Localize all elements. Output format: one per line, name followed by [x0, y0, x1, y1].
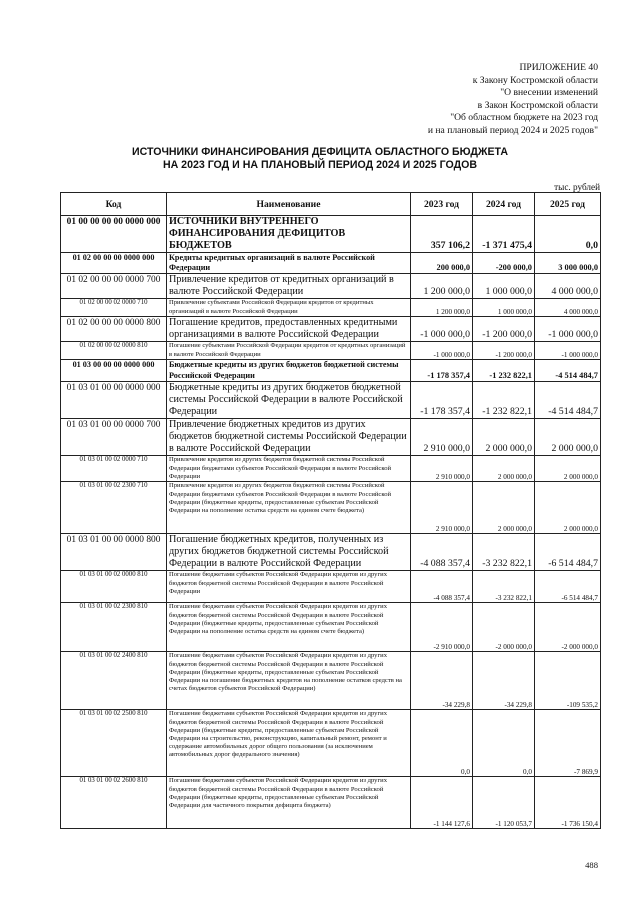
row-code: 01 02 00 00 00 0000 700: [61, 274, 167, 299]
row-name: Привлечение бюджетных кредитов из других бюджетов бюджетной системы Российской Федерации в валюте Российской Федерации: [167, 419, 411, 456]
row-code: 01 02 00 00 00 0000 800: [61, 317, 167, 342]
row-value-2025: -7 869,9: [535, 710, 601, 777]
row-value-2025: 4 000 000,0: [535, 299, 601, 317]
row-value-2023: -1 144 127,6: [411, 777, 473, 829]
row-value-2023: 2 910 000,0: [411, 456, 473, 482]
row-code: 01 02 00 00 02 0000 810: [61, 342, 167, 360]
row-name: Привлечение кредитов из других бюджетов бюджетной системы Российской Федерации бюджетами субъектов Российской Федерации в валюте Российской Федерации: [167, 456, 411, 482]
header-2023: 2023 год: [411, 193, 473, 216]
row-code: 01 03 01 00 00 0000 800: [61, 534, 167, 571]
table-row: [61, 603, 601, 652]
appendix-line: в Закон Костромской области: [477, 99, 598, 111]
header-name: Наименование: [167, 193, 411, 216]
row-code: 01 02 00 00 02 0000 710: [61, 299, 167, 317]
row-code: 01 03 01 00 02 2600 810: [61, 777, 167, 829]
title-line-1: ИСТОЧНИКИ ФИНАНСИРОВАНИЯ ДЕФИЦИТА ОБЛАСТНОГО БЮДЖЕТА: [132, 146, 508, 158]
table-row: [61, 652, 601, 710]
table-row: [61, 777, 601, 829]
row-name: Погашение бюджетами субъектов Российской Федерации кредитов из других бюджетов бюджетной системы Российской Федерации в валюте Российской Федерации (бюджетные кредиты, предоставленные субъектам Российской Федерации на пополнение остатка средств на едином счете бюджета): [167, 603, 411, 652]
row-value-2024: 2 000 000,0: [473, 419, 535, 456]
row-value-2023: -4 088 357,4: [411, 534, 473, 571]
row-value-2023: -34 229,8: [411, 652, 473, 710]
appendix-block: [428, 62, 598, 138]
row-code: 01 02 00 00 00 0000 000: [61, 253, 167, 274]
row-name: Привлечение субъектами Российской Федерации кредитов от кредитных организаций в валюте Российской Федерации: [167, 299, 411, 317]
row-value-2023: -4 088 357,4: [411, 571, 473, 603]
row-value-2025: 3 000 000,0: [535, 253, 601, 274]
row-value-2025: 2 000 000,0: [535, 456, 601, 482]
row-name: Погашение бюджетных кредитов, полученных из других бюджетов бюджетной системы Российской Федерации в валюте Российской Федерации: [167, 534, 411, 571]
appendix-line: ПРИЛОЖЕНИЕ 40: [519, 62, 598, 73]
row-value-2025: -2 000 000,0: [535, 603, 601, 652]
row-code: 01 03 01 00 00 0000 700: [61, 419, 167, 456]
row-name: Погашение бюджетами субъектов Российской Федерации кредитов из других бюджетов бюджетной системы Российской Федерации в валюте Российской Федерации: [167, 571, 411, 603]
row-value-2023: 200 000,0: [411, 253, 473, 274]
row-value-2023: -1 000 000,0: [411, 317, 473, 342]
row-value-2024: -1 232 822,1: [473, 360, 535, 382]
row-value-2023: 1 200 000,0: [411, 299, 473, 317]
row-name: Привлечение кредитов из других бюджетов бюджетной системы Российской Федерации бюджетами субъектов Российской Федерации в валюте Российской Федерации (бюджетные кредиты, предоставленные субъектам Российской Федерации на пополнение остатка средств на едином счете бюджета): [167, 482, 411, 534]
row-value-2025: -4 514 484,7: [535, 360, 601, 382]
row-code: 01 03 01 00 02 2300 810: [61, 603, 167, 652]
row-value-2023: 357 106,2: [411, 216, 473, 253]
row-code: 01 03 01 00 02 0000 710: [61, 456, 167, 482]
row-value-2023: 1 200 000,0: [411, 274, 473, 299]
row-value-2025: -1 000 000,0: [535, 317, 601, 342]
row-value-2024: -3 232 822,1: [473, 571, 535, 603]
row-value-2025: -1 000 000,0: [535, 342, 601, 360]
row-value-2025: -109 535,2: [535, 652, 601, 710]
appendix-line: "Об областном бюджете на 2023 год: [450, 112, 598, 124]
row-value-2024: -200 000,0: [473, 253, 535, 274]
table-row: [61, 299, 601, 317]
table-row: [61, 419, 601, 456]
row-value-2024: -1 200 000,0: [473, 342, 535, 360]
budget-sources-table: [60, 192, 601, 829]
row-code: 01 03 01 00 00 0000 000: [61, 382, 167, 419]
row-value-2024: 1 000 000,0: [473, 274, 535, 299]
row-value-2025: -1 736 150,4: [535, 777, 601, 829]
row-name: Погашение субъектами Российской Федерации кредитов от кредитных организаций в валюте Российской Федерации: [167, 342, 411, 360]
row-value-2024: 1 000 000,0: [473, 299, 535, 317]
row-code: 01 00 00 00 00 0000 000: [61, 216, 167, 253]
document-title: [0, 146, 640, 172]
table-row: [61, 342, 601, 360]
table-row: [61, 382, 601, 419]
units-label: тыс. рублей: [554, 182, 600, 192]
row-code: 01 03 01 00 02 2500 810: [61, 710, 167, 777]
row-value-2024: -34 229,8: [473, 652, 535, 710]
table-row: [61, 571, 601, 603]
row-value-2024: -1 232 822,1: [473, 382, 535, 419]
table-row: [61, 456, 601, 482]
appendix-line: к Закону Костромской области: [472, 74, 598, 86]
row-value-2024: -2 000 000,0: [473, 603, 535, 652]
row-value-2024: 2 000 000,0: [473, 482, 535, 534]
row-value-2023: 0,0: [411, 710, 473, 777]
row-value-2025: 2 000 000,0: [535, 482, 601, 534]
row-value-2025: 2 000 000,0: [535, 419, 601, 456]
row-code: 01 03 01 00 02 2300 710: [61, 482, 167, 534]
header-2025: 2025 год: [535, 193, 601, 216]
row-value-2023: -1 178 357,4: [411, 382, 473, 419]
row-value-2025: -6 514 484,7: [535, 571, 601, 603]
row-value-2023: -2 910 000,0: [411, 603, 473, 652]
table-row: [61, 274, 601, 299]
table-row: [61, 482, 601, 534]
row-code: 01 03 00 00 00 0000 000: [61, 360, 167, 382]
row-value-2023: 2 910 000,0: [411, 419, 473, 456]
header-2024: 2024 год: [473, 193, 535, 216]
table-row: [61, 317, 601, 342]
title-line-2: НА 2023 ГОД И НА ПЛАНОВЫЙ ПЕРИОД 2024 И 2025 ГОДОВ: [162, 159, 478, 171]
row-value-2024: -3 232 822,1: [473, 534, 535, 571]
row-value-2025: -4 514 484,7: [535, 382, 601, 419]
appendix-line: и на плановый период 2024 и 2025 годов": [427, 124, 598, 136]
row-code: 01 03 01 00 02 0000 810: [61, 571, 167, 603]
header-code: Код: [61, 193, 167, 216]
row-name: Привлечение кредитов от кредитных организаций в валюте Российской Федерации: [167, 274, 411, 299]
page-number: 488: [585, 860, 598, 870]
row-name: Погашение бюджетами субъектов Российской Федерации кредитов из других бюджетов бюджетной системы Российской Федерации в валюте Российской Федерации (бюджетные кредиты, предоставленные субъектам Российской Федерации на строительство, реконструкцию, капитальный ремонт, ремонт и содержание автомобильных дорог общего пользования (за исключением автомобильных дорог федерального значения): [167, 710, 411, 777]
row-name: Бюджетные кредиты из других бюджетов бюджетной системы Российской Федерации: [167, 360, 411, 382]
table-row: [61, 216, 601, 253]
row-value-2024: -1 120 053,7: [473, 777, 535, 829]
table-row: [61, 710, 601, 777]
row-name: ИСТОЧНИКИ ВНУТРЕННЕГО ФИНАНСИРОВАНИЯ ДЕФИЦИТОВ БЮДЖЕТОВ: [167, 216, 411, 253]
row-value-2025: 4 000 000,0: [535, 274, 601, 299]
row-code: 01 03 01 00 02 2400 810: [61, 652, 167, 710]
row-name: Погашение кредитов, предоставленных кредитными организациями в валюте Российской Федерации: [167, 317, 411, 342]
appendix-line: "О внесении изменений: [500, 87, 598, 99]
row-name: Кредиты кредитных организаций в валюте Российской Федерации: [167, 253, 411, 274]
row-value-2023: -1 000 000,0: [411, 342, 473, 360]
row-value-2024: -1 200 000,0: [473, 317, 535, 342]
row-value-2024: -1 371 475,4: [473, 216, 535, 253]
table-row: [61, 534, 601, 571]
row-name: Бюджетные кредиты из других бюджетов бюджетной системы Российской Федерации в валюте Российской Федерации: [167, 382, 411, 419]
table-row: [61, 253, 601, 274]
row-value-2024: 0,0: [473, 710, 535, 777]
table-row: [61, 360, 601, 382]
row-name: Погашение бюджетами субъектов Российской Федерации кредитов из других бюджетов бюджетной системы Российской Федерации в валюте Российской Федерации (бюджетные кредиты, предоставленные субъектам Российской Федерации для частичного покрытия дефицита бюджета): [167, 777, 411, 829]
row-value-2023: 2 910 000,0: [411, 482, 473, 534]
table-header-row: [61, 193, 601, 216]
row-value-2025: -6 514 484,7: [535, 534, 601, 571]
row-value-2024: 2 000 000,0: [473, 456, 535, 482]
row-value-2023: -1 178 357,4: [411, 360, 473, 382]
row-value-2025: 0,0: [535, 216, 601, 253]
row-name: Погашение бюджетами субъектов Российской Федерации кредитов из других бюджетов бюджетной системы Российской Федерации в валюте Российской Федерации (бюджетные кредиты, предоставленные субъектам Российской Федерации на погашение бюджетных кредитов на пополнение остатков средств на счетах бюджетов субъектов Российской Федерации): [167, 652, 411, 710]
